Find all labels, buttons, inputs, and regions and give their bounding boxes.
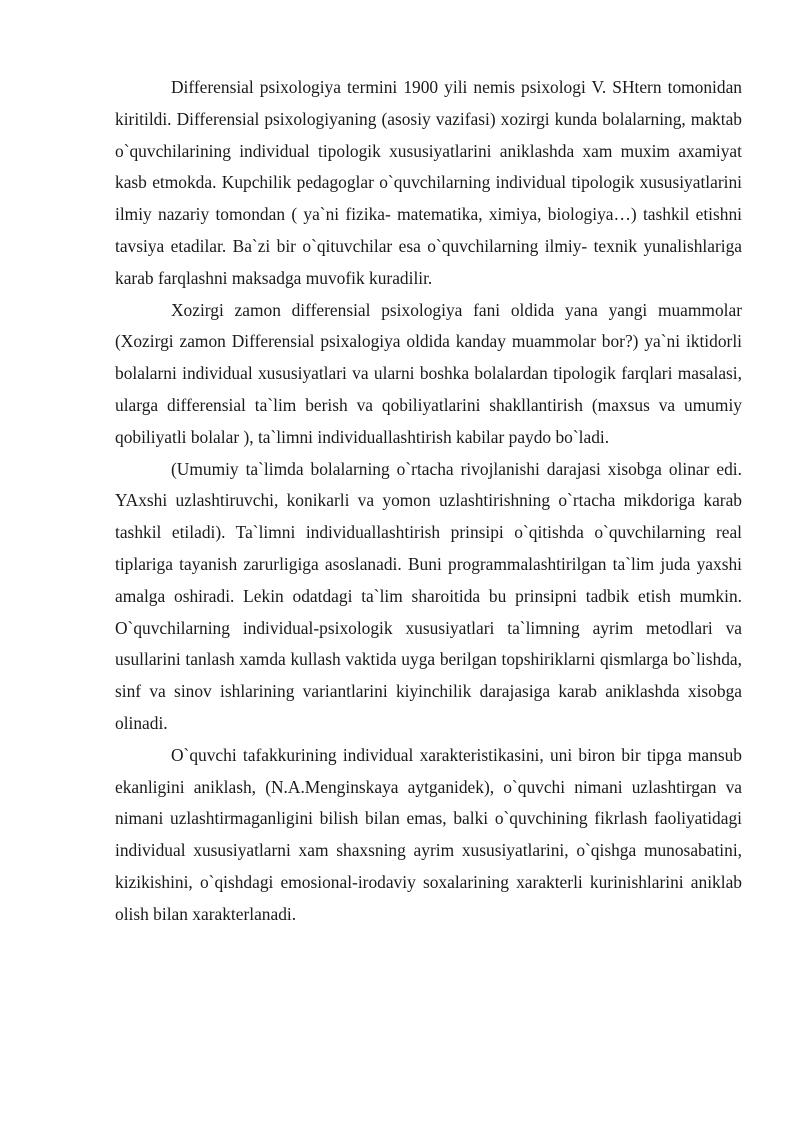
paragraph-2: Xozirgi zamon differensial psixologiya fani oldida yana yangi muammolar (Xozirgi zamon Differensial psixalogiya oldida kanday muammolar bor?) ya`ni iktidorli bolalarni individual xususiyatlari va ularni boshka bolalardan tipologik farqlari masalasi, ularga differensial ta`lim berish va qobiliyatlarini shakllantirish (maxsus va umumiy qobiliyatli bolalar ), ta`limni individuallashtirish kabilar paydo bo`ladi.: [115, 299, 742, 447]
paragraph-4: O`quvchi tafakkurining individual xarakteristikasini, uni biron bir tipga mansub ekanligini aniklash, (N.A.Menginskaya aytganidek), o`quvchi nimani uzlashtirgan va nimani uzlashtirmaganligini bilish bilan emas, balki o`quvchining fikrlash faoliyatidagi individual xususiyatlarni xam shaxsning ayrim xususiyatlarini, o`qishga munosabatini, kizikishini, o`qishdagi emosional-irodaviy soxalarining xarakterli kurinishlarini aniklab olish bilan xarakterlanadi.: [115, 744, 742, 924]
document-body: [115, 72, 742, 931]
paragraph-3: (Umumiy ta`limda bolalarning o`rtacha rivojlanishi darajasi xisobga olinar edi. YAxshi uzlashtiruvchi, konikarli va yomon uzlashtirishning o`rtacha mikdoriga karab tashkil etiladi). Ta`limni individuallashtirish prinsipi o`qitishda o`quvchilarning real tiplariga tayanish zarurligiga asoslanadi. Buni programmalashtirilgan ta`lim juda yaxshi amalga oshiradi. Lekin odatdagi ta`lim sharoitida bu prinsipni tadbik etish mumkin. O`quvchilarning individual-psixologik xususiyatlari ta`limning ayrim metodlari va usullarini tanlash xamda kullash vaktida uyga berilgan topshiriklarni qismlarga bo`lishda, sinf va sinov ishlarining variantlarini kiyinchilik darajasiga karab aniklashda xisobga olinadi.: [115, 458, 742, 733]
paragraph-1: Differensial psixologiya termini 1900 yili nemis psixologi V. SHtern tomonidan kiritildi. Differensial psixologiyaning (asosiy vazifasi) xozirgi kunda bolalarning, maktab o`quvchilarining individual tipologik xususiyatlarini aniklashda xam muxim axamiyat kasb etmokda. Kupchilik pedagoglar o`quvchilarning individual tipologik xususiyatlarini ilmiy nazariy tomondan ( ya`ni fizika- matematika, ximiya, biologiya…) tashkil etishni tavsiya etadilar. Ba`zi bir o`qituvchilar esa o`quvchilarning ilmiy- texnik yunalishlariga karab farqlashni maksadga muvofik kuradilir.: [115, 77, 742, 288]
